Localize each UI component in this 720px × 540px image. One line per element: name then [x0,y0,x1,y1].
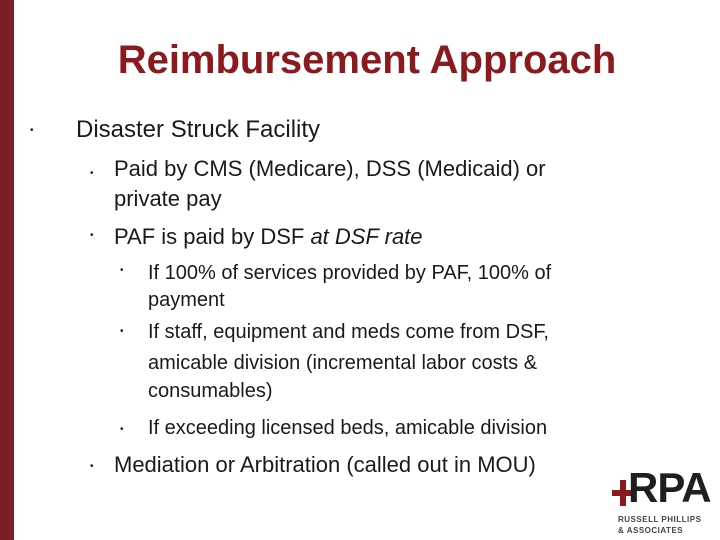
bullet-marker: • [120,265,124,276]
bullet-marker: • [120,424,124,435]
bullet-l3-staff-equipment-line3: consumables) [148,380,273,402]
bullet-l1-disaster-struck-facility: Disaster Struck Facility [76,116,321,143]
paf-paid-text: PAF is paid by DSF [114,224,311,249]
slide-title: Reimbursement Approach [117,38,617,82]
logo-line2: & ASSOCIATES [618,526,684,535]
side-accent-bar [0,0,14,540]
bullet-l2-paid-by-line1: Paid by CMS (Medicare), DSS (Medicaid) or [114,156,546,181]
bullet-l3-exceeding-beds: If exceeding licensed beds, amicable division [148,417,548,439]
bullet-l3-100-percent-line1: If 100% of services provided by PAF, 100% of [148,262,552,284]
bullet-l2-paf-paid-by-dsf [114,222,423,251]
bullet-marker: • [120,326,124,337]
rpa-logo [612,464,716,538]
bullet-marker: • [90,230,94,241]
bullet-marker: • [90,461,94,472]
logo-line1: RUSSELL PHILLIPS [618,515,702,524]
bullet-l3-100-percent-line2: payment [148,289,225,311]
logo-rpa-mark: RPA [628,464,711,511]
bullet-l3-staff-equipment-line2: amicable division (incremental labor costs & [148,352,538,374]
bullet-marker: • [30,125,34,136]
dsf-rate-italic: at DSF rate [310,224,423,249]
bullet-l2-paid-by-line2: private pay [114,186,222,211]
bullet-l3-staff-equipment-line1: If staff, equipment and meds come from DSF, [148,321,549,343]
bullet-marker: • [90,168,94,179]
bullet-l2-mediation: Mediation or Arbitration (called out in MOU) [114,452,536,477]
